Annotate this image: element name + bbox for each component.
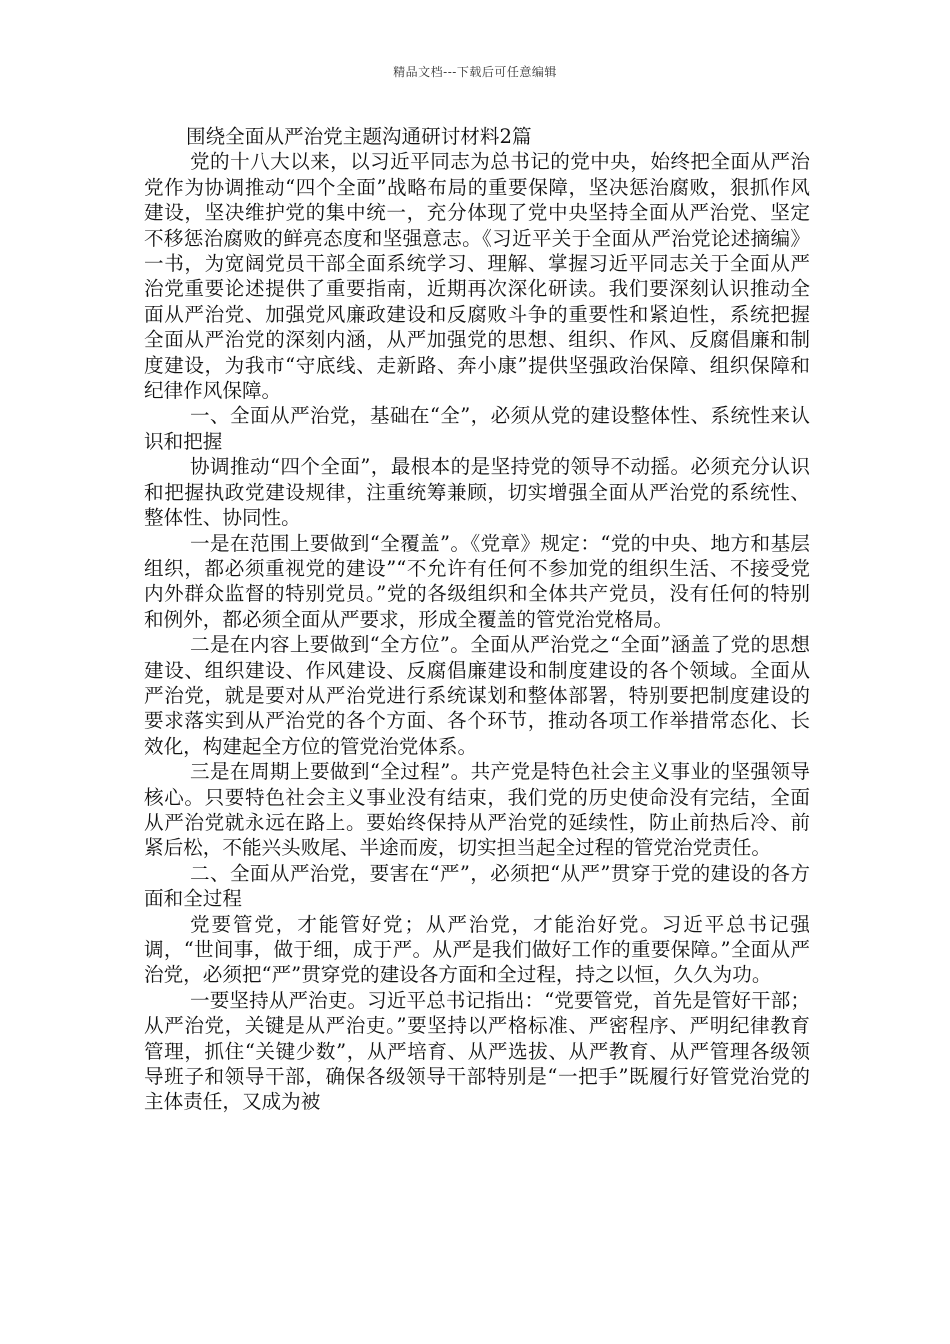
- paragraph-strict-officials: 一要坚持从严治吏。习近平总书记指出：“党要管党，首先是管好干部；从严治党，关键是从严治吏。”要坚持以严格标准、严密程序、严明纪律教育管理，抓住“关键少数”，从严培育、从严选拔、从严教育、从严管理各级领导班子和领导干部，确保各级领导干部特别是“一把手”既履行好管党治党的主体责任，又成为被: [144, 988, 810, 1114]
- paragraph-all-aspects: 二是在内容上要做到“全方位”。全面从严治党之“全面”涵盖了党的思想建设、组织建设、作风建设、反腐倡廉建设和制度建设的各个领域。全面从严治党，就是要对从严治党进行系统谋划和整体部署，特别要把制度建设的要求落实到从严治党的各个方面、各个环节，推动各项工作举措常态化、长效化，构建起全方位的管党治党体系。: [144, 633, 810, 758]
- paragraph-whole-process: 三是在周期上要做到“全过程”。共产党是特色社会主义事业的坚强领导核心。只要特色社会主义事业没有结束，我们党的历史使命没有完结，全面从严治党就永远在路上。要始终保持从严治党的延续性，防止前热后冷、前紧后松，不能兴头败尾、半途而废，切实担当起全过程的管党治党责任。: [144, 760, 810, 860]
- document-title: 围绕全面从严治党主题沟通研讨材料2篇: [186, 125, 532, 148]
- paragraph-full-coverage: 一是在范围上要做到“全覆盖”。《党章》规定：“党的中央、地方和基层组织，都必须重视党的建设”“不允许有任何不参加党的组织生活、不接受党内外群众监督的特别党员。”党的各级组织和全体共产党员，没有任何的特别和例外，都必须全面从严要求，形成全覆盖的管党治党格局。: [144, 531, 810, 631]
- paragraph-intro: 党的十八大以来，以习近平同志为总书记的党中央，始终把全面从严治党作为协调推动“四个全面”战略布局的重要保障，坚决惩治腐败，狠抓作风建设，坚决维护党的集中统一，充分体现了党中央坚持全面从严治党、坚定不移惩治腐败的鲜亮态度和坚强意志。《习近平关于全面从严治党论述摘编》一书，为宽阔党员干部全面系统学习、理解、掌握习近平同志关于全面从严治党重要论述提供了重要指南，近期再次深化研读。我们要深刻认识推动全面从严治党、加强党风廉政建设和反腐败斗争的重要性和紧迫性，系统把握全面从严治党的深刻内涵，从严加强党的思想、组织、作风、反腐倡廉和制度建设，为我市“守底线、走新路、奔小康”提供坚强政治保障、组织保障和纪律作风保障。: [144, 150, 810, 403]
- page-header: 精品文档---下载后可任意编辑: [393, 65, 557, 79]
- section-heading-2: 二、全面从严治党，要害在“严”，必须把“从严”贯穿于党的建设的各方面和全过程: [144, 861, 810, 911]
- paragraph-section-1-intro: 协调推动“四个全面”，最根本的是坚持党的领导不动摇。必须充分认识和把握执政党建设规律，注重统筹兼顾，切实增强全面从严治党的系统性、整体性、协同性。: [144, 455, 810, 530]
- section-heading-1: 一、全面从严治党，基础在“全”，必须从党的建设整体性、系统性来认识和把握: [144, 404, 810, 453]
- paragraph-section-2-intro: 党要管党，才能管好党；从严治党，才能治好党。习近平总书记强调，“世间事，做于细，成于严。从严是我们做好工作的重要保障。”全面从严治党，必须把“严”贯穿党的建设各方面和全过程，持之以恒，久久为功。: [144, 912, 810, 987]
- document-body: [144, 124, 810, 1115]
